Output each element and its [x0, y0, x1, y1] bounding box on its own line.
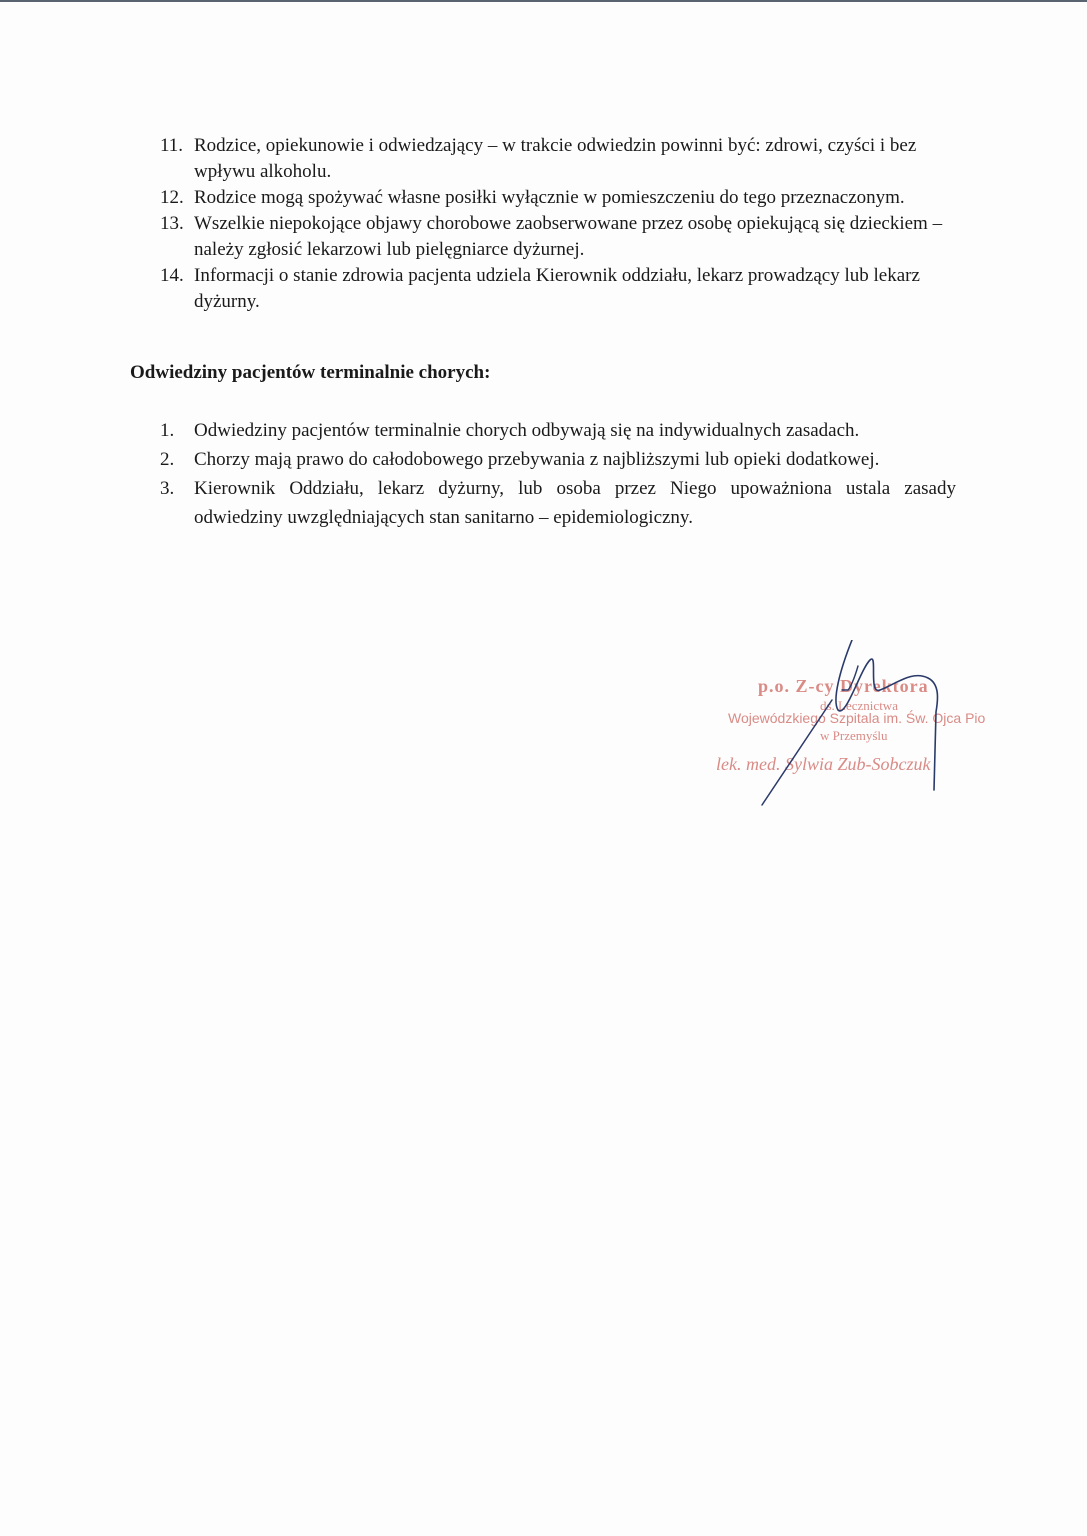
- list-item: [160, 211, 960, 263]
- signature-stroke: [762, 700, 832, 805]
- list-item: [160, 133, 960, 185]
- stamp-name: lek. med. Sylwia Zub-Sobczuk: [716, 754, 931, 774]
- stamp-title: p.o. Z-cy Dyrektora: [758, 676, 929, 696]
- list-item-text: Kierownik Oddziału, lekarz dyżurny, lub osoba przez Niego upoważniona ustala zasady odwiedziny uwzględniających stan sanitarno – epidemiologiczny.: [194, 478, 956, 528]
- list-item-text: Rodzice mogą spożywać własne posiłki wyłącznie w pomieszczeniu do tego przeznaczonym.: [194, 187, 905, 208]
- official-stamp: [700, 640, 1020, 820]
- list-item: [160, 416, 956, 445]
- handwritten-signature: [700, 640, 1020, 820]
- list-item-text: Odwiedziny pacjentów terminalnie chorych odbywają się na indywidualnych zasadach.: [194, 420, 860, 441]
- list-item-text: Rodzice, opiekunowie i odwiedzający – w trakcie odwiedzin powinni być: zdrowi, czyści i bez wpływu alkoholu.: [194, 135, 917, 182]
- list-item-number: 3.: [160, 478, 175, 499]
- list-item-number: 11.: [160, 135, 184, 156]
- stamp-institution: Wojewódzkiego Szpitala im. Św. Ojca Pio: [728, 710, 986, 726]
- list-item: [160, 445, 956, 474]
- rules-list-continued: [160, 133, 960, 315]
- terminal-visits-list: [160, 416, 956, 532]
- list-item-number: 2.: [160, 449, 175, 470]
- list-item-number: 14.: [160, 265, 184, 286]
- list-item: [160, 474, 956, 532]
- list-item: [160, 263, 960, 315]
- list-item-number: 1.: [160, 420, 175, 441]
- section-heading: Odwiedziny pacjentów terminalnie chorych:: [130, 362, 491, 383]
- signature-stroke: [836, 640, 938, 790]
- list-item-text: Informacji o stanie zdrowia pacjenta udziela Kierownik oddziału, lekarz prowadzący lub lekarz dyżurny.: [194, 265, 920, 312]
- stamp-city: w Przemyślu: [820, 728, 888, 743]
- list-item: [160, 185, 960, 211]
- list-item-text: Chorzy mają prawo do całodobowego przebywania z najbliższymi lub opieki dodatkowej.: [194, 449, 880, 470]
- top-border-rule: [0, 0, 1087, 2]
- list-item-text: Wszelkie niepokojące objawy chorobowe zaobserwowane przez osobę opiekującą się dzieckiem – należy zgłosić lekarzowi lub pielęgniarce dyżurnej.: [194, 213, 943, 260]
- stamp-department: ds. Lecznictwa: [820, 698, 898, 713]
- list-item-number: 13.: [160, 213, 184, 234]
- list-item-number: 12.: [160, 187, 184, 208]
